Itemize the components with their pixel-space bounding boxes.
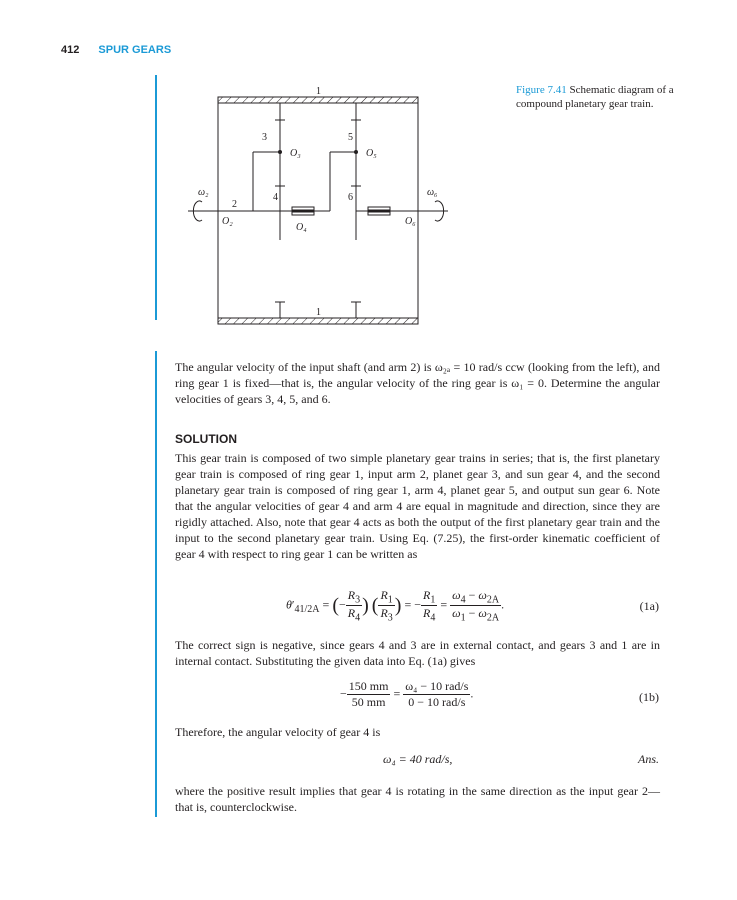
label-ring-1-bottom: 1	[316, 307, 321, 318]
gear-train-diagram	[180, 80, 470, 330]
label-o2: O₂	[222, 216, 233, 227]
label-gear-3: 3	[262, 132, 267, 143]
figure-label: Figure 7.41	[516, 84, 567, 96]
figure-caption	[516, 83, 676, 111]
solution-paragraph: This gear train is composed of two simple planetary gear trains in series; that is, the first planetary gear train is composed of ring gear 1, input arm 2, planet gear 3, and sun gear 4, and the second planetary gear train is composed of ring gear 1, arm 4, planet gear 5, and output sun gear 6. Note that the angular velocities of gear 4 and arm 4 are equal in magnitude and direction, since they are rigidly attached. Also, note that gear 4 acts as both the output of the first planetary gear train and the input to the second planetary gear train. Using Eq. (7.25), the first-order kinematic coefficient of gear 4 with respect to ring gear 1 can be written as	[175, 451, 660, 561]
chapter-title: SPUR GEARS	[98, 44, 172, 56]
figure-caption-text: Schematic diagram of a compound planetary gear train.	[516, 84, 674, 110]
equation-1a: $\theta'_{41/2A}$ = (− $\frac{R_3}{R_4}$ ) ( $\frac{R_1}{R_3}$ ) = − $\frac{R_1}{R_4}$ = $\frac{\omega_4 - \omega_{2A}}{\omega_1 - \omega_{2A}}$ .	[286, 588, 505, 624]
eq1b-denominator-right: 0 − 10 rad/s	[408, 695, 466, 709]
problem-statement: The angular velocity of the input shaft (and arm 2) is ω₂ₐ = 10 rad/s ccw (looking from the left), and ring gear 1 is fixed—that is, the angular velocity of the ring gear is ω₁ = 0. Determine the angular velocities of gears 3, 4, 5, and 6.	[175, 360, 660, 406]
page-number: 412	[61, 44, 80, 56]
label-w2: ω₂	[198, 187, 209, 198]
equation-tag-1b: (1b)	[639, 690, 659, 704]
eq1b-numerator-left: 150 mm	[348, 679, 389, 693]
eq1b-denominator-left: 50 mm	[351, 695, 386, 709]
margin-bar	[155, 351, 157, 817]
equation-result: ω₄ = 40 rad/s,	[383, 752, 453, 766]
eq1b-numerator-right: ω₄ − 10 rad/s	[405, 679, 469, 693]
equation-1b: − $\frac{150 mm}{50 mm}$ = $\frac{\text{ω₄ − 10 rad/s}}{\text{0 − 10 rad/s}}$ .	[340, 679, 474, 709]
label-gear-5: 5	[348, 132, 353, 143]
label-ring-1-top: 1	[316, 86, 321, 97]
answer-tag: Ans.	[638, 752, 659, 766]
label-gear-6: 6	[348, 192, 353, 203]
equation-tag-1a: (1a)	[639, 599, 659, 613]
label-w6: ω₆	[427, 187, 438, 198]
label-o6: O₆	[405, 216, 416, 227]
label-gear-4: 4	[273, 192, 278, 203]
solution-heading: SOLUTION	[175, 432, 237, 446]
margin-bar	[155, 75, 157, 320]
conclusion-paragraph: where the positive result implies that gear 4 is rotating in the same direction as the input gear 2—that is, counterclockwise.	[175, 784, 660, 814]
page-header	[61, 44, 171, 56]
therefore-paragraph: Therefore, the angular velocity of gear 4 is	[175, 725, 381, 739]
label-o3: O₃	[290, 148, 301, 159]
label-gear-2: 2	[232, 199, 237, 210]
label-o4: O₄	[296, 222, 307, 233]
label-o5: O₅	[366, 148, 377, 159]
sign-paragraph: The correct sign is negative, since gears 4 and 3 are in external contact, and gears 3 and 1 are in internal contact. Substituting the given data into Eq. (1a) gives	[175, 638, 660, 668]
